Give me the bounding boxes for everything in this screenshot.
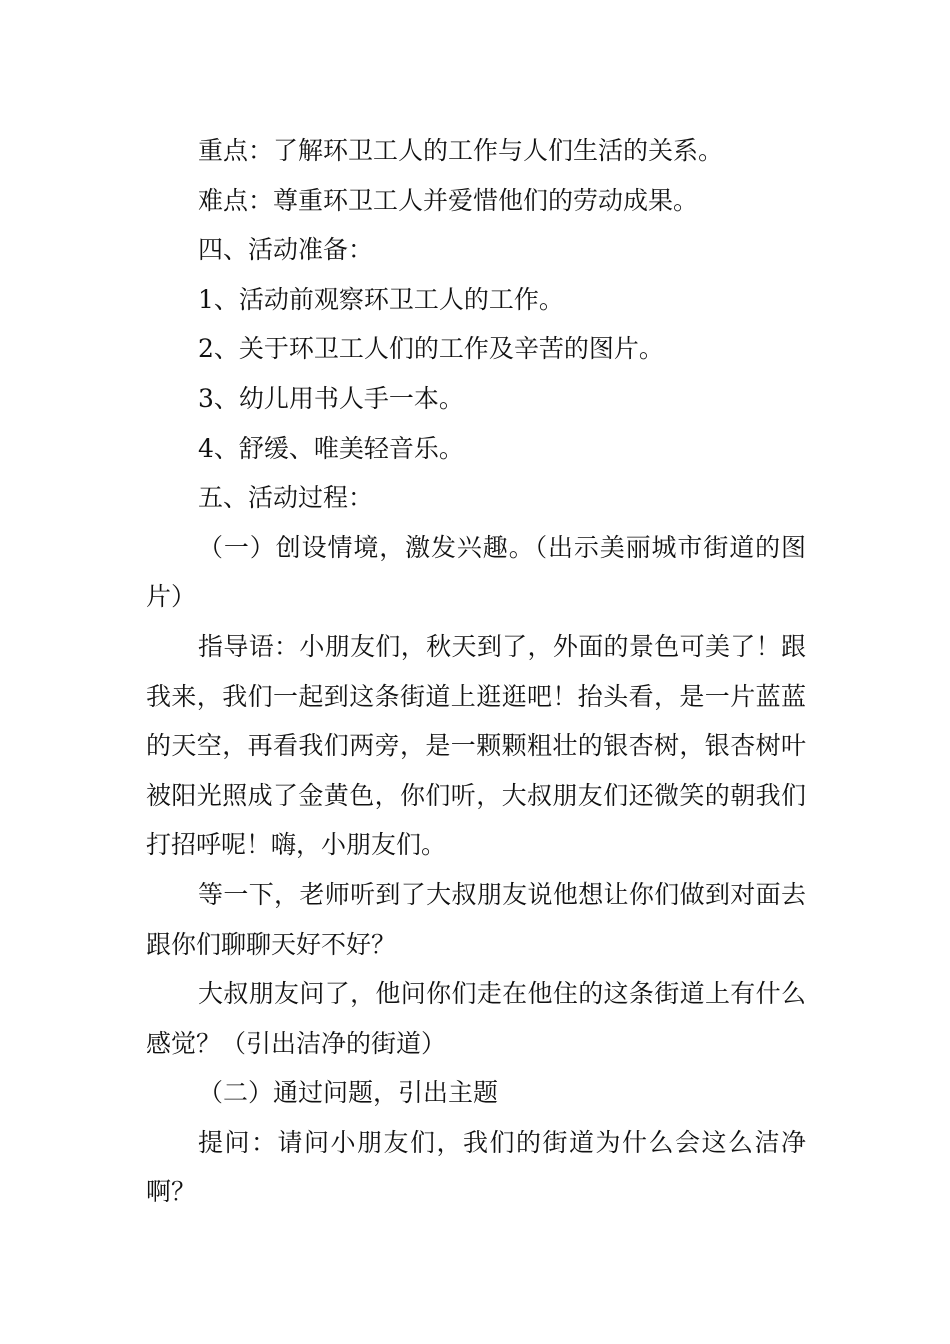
- section-heading-preparation: 四、活动准备：: [198, 235, 374, 265]
- section-heading-process: 五、活动过程：: [198, 483, 374, 513]
- body-paragraph: 指导语：小朋友们，秋天到了，外面的景色可美了！跟我来，我们一起到这条街道上逛逛吧！抬头看，是一片蓝蓝的天空，再看我们两旁，是一颗颗粗壮的银杏树，银杏树叶被阳光照成了金黄色，你们听，大叔朋友们还微笑的朝我们打招呼呢！嗨，小朋友们。: [146, 631, 806, 860]
- body-paragraph: 等一下，老师听到了大叔朋友说他想让你们做到对面去跟你们聊聊天好不好？: [146, 879, 806, 959]
- list-item: 3、幼儿用书人手一本。: [198, 383, 464, 413]
- key-point-paragraph: 重点：了解环卫工人的工作与人们生活的关系。: [198, 136, 724, 165]
- body-paragraph: 大叔朋友问了，他问你们走在他住的这条街道上有什么感觉？（引出洁净的街道）: [146, 979, 806, 1058]
- list-item: 2、关于环卫工人们的工作及辛苦的图片。: [198, 334, 664, 364]
- subsection-heading: （一）创设情境，激发兴趣。（出示美丽城市街道的图片）: [146, 532, 806, 612]
- body-paragraph: 提问：请问小朋友们，我们的街道为什么会这么洁净啊？: [146, 1127, 806, 1207]
- difficulty-paragraph: 难点：尊重环卫工人并爱惜他们的劳动成果。: [198, 185, 699, 215]
- subsection-heading: （二）通过问题，引出主题: [198, 1078, 499, 1108]
- list-item: 1、活动前观察环卫工人的工作。: [198, 284, 564, 314]
- list-item: 4、舒缓、唯美轻音乐。: [198, 433, 464, 463]
- document-body: [146, 126, 806, 1217]
